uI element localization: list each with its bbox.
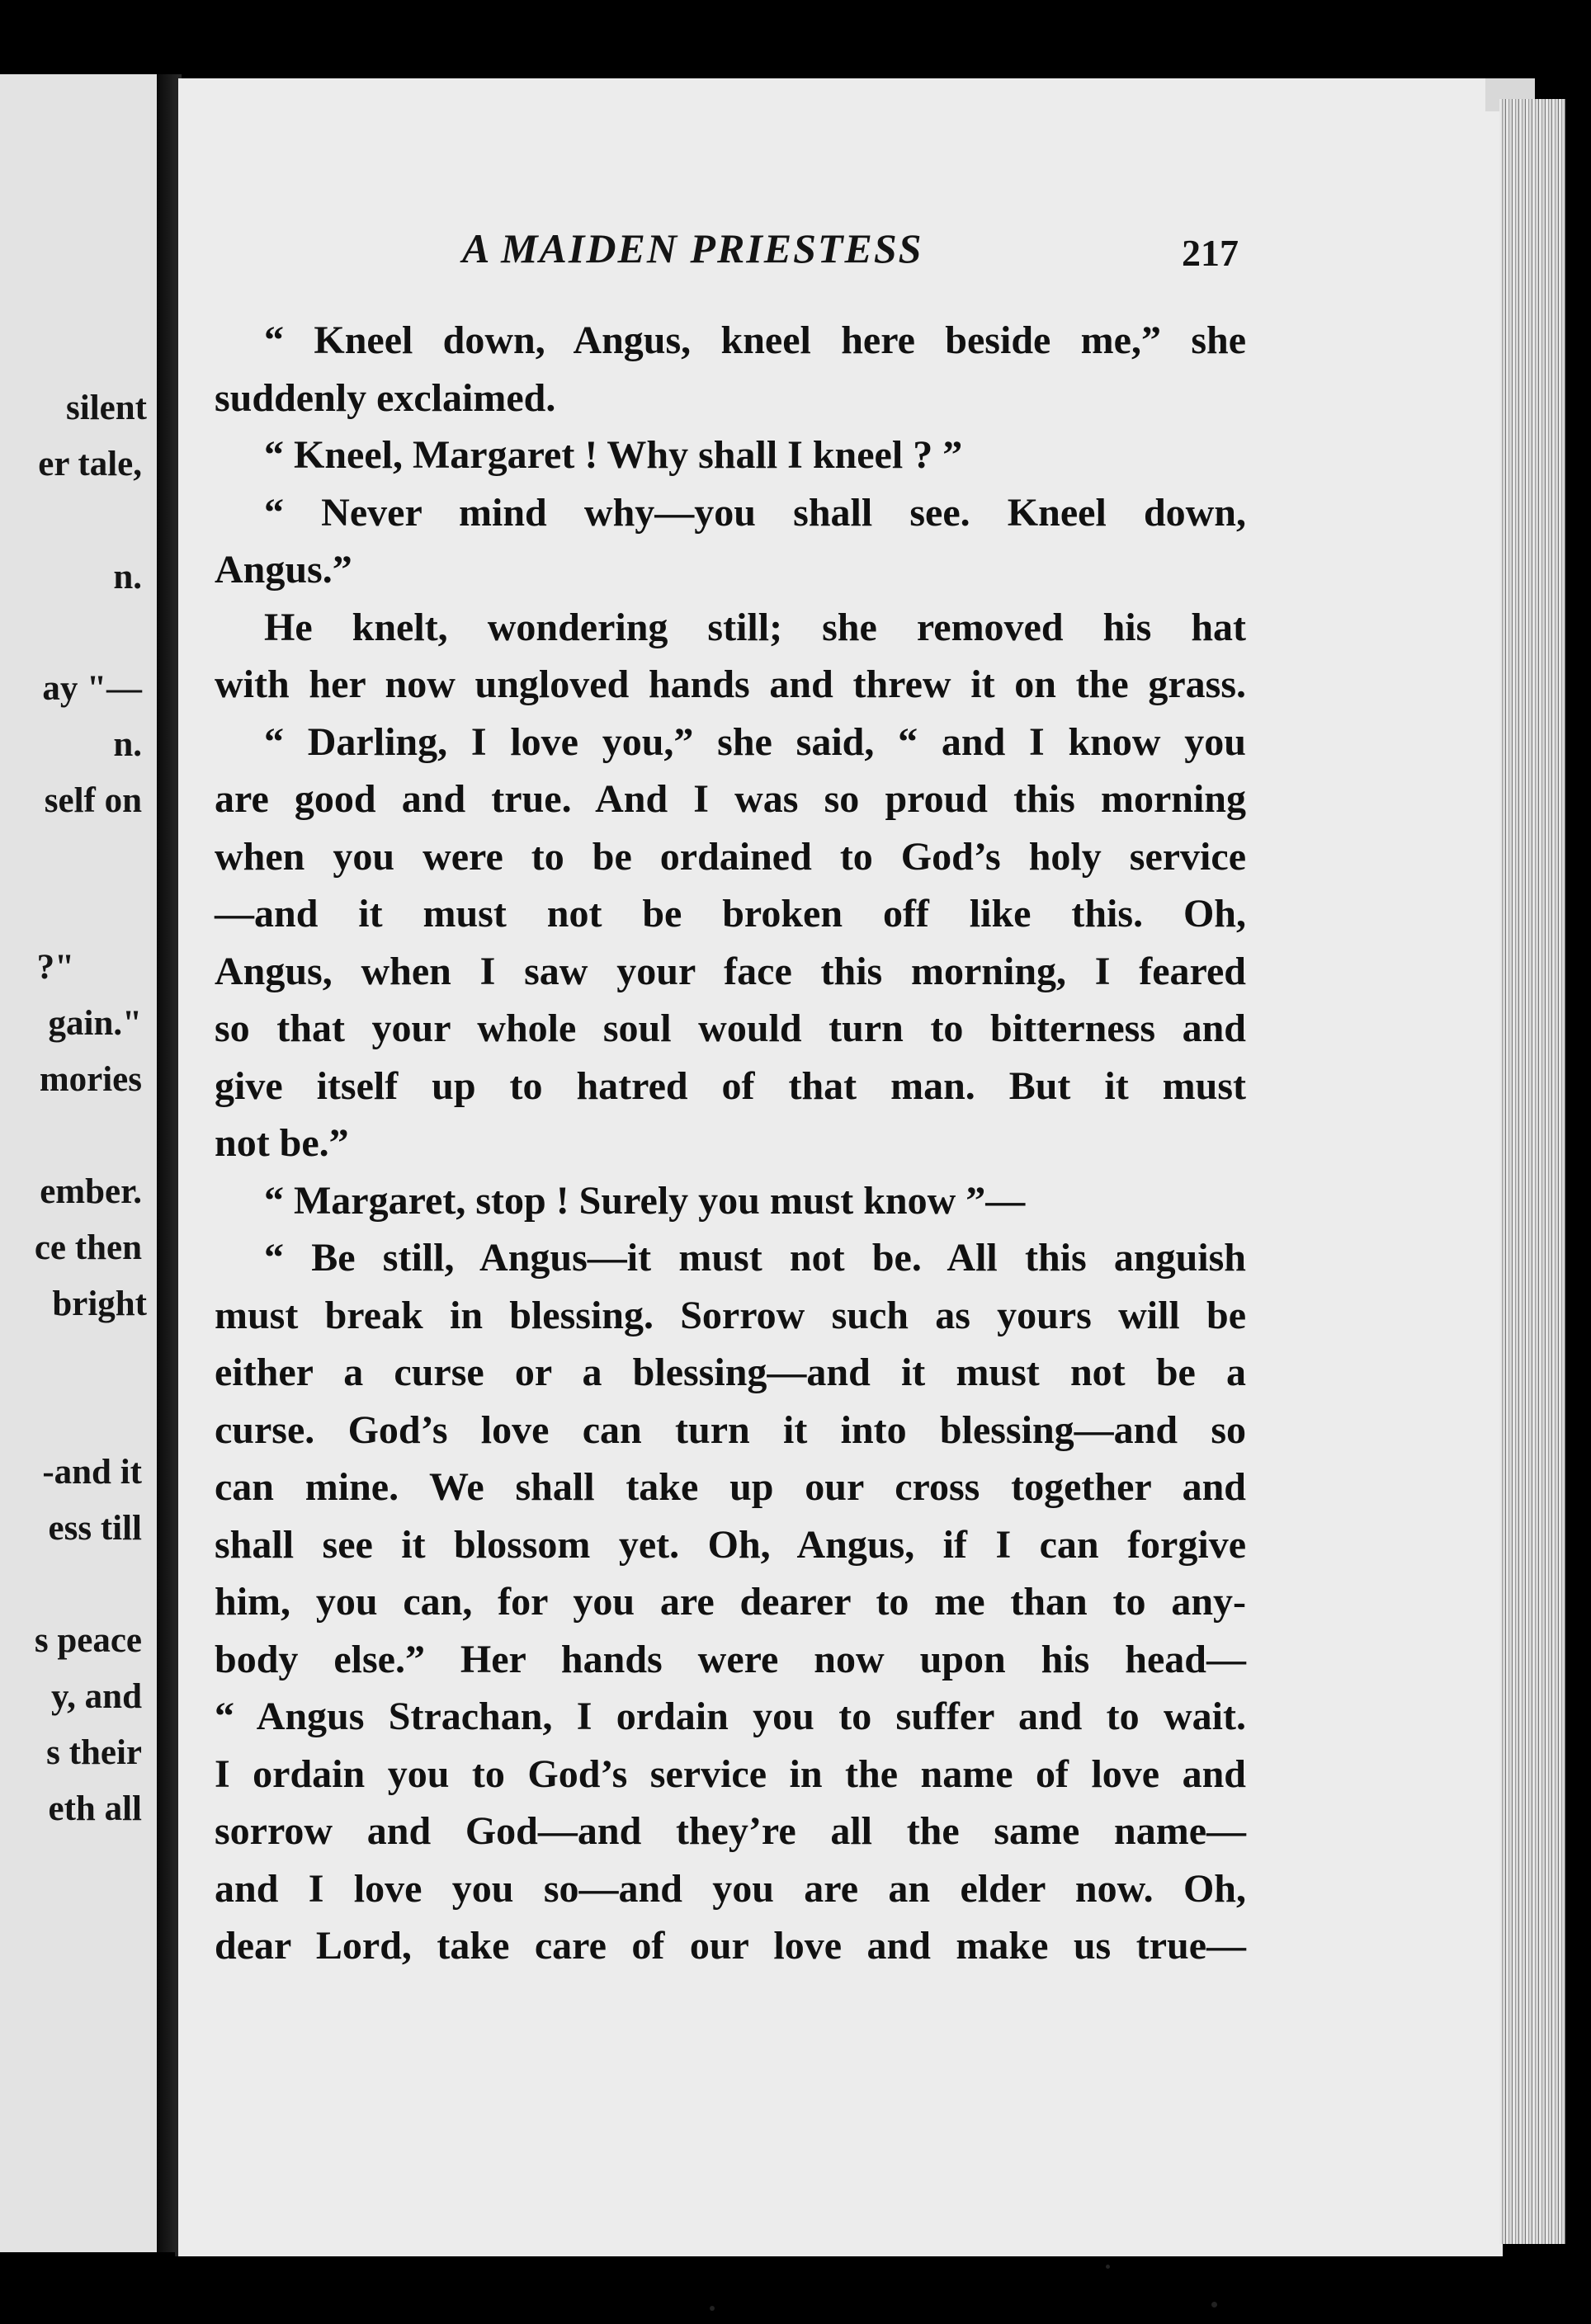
left-page-fragment: ember. bbox=[40, 1172, 142, 1211]
text-line: “ Darling, I love you,” she said, “ and I know you bbox=[264, 719, 1246, 764]
text-line: curse. God’s love can turn it into blessing—and so bbox=[215, 1407, 1246, 1452]
text-line: with her now ungloved hands and threw it on the grass. bbox=[215, 662, 1246, 706]
text-line: can mine. We shall take up our cross together and bbox=[215, 1465, 1246, 1509]
left-page-fragment: ?" bbox=[36, 948, 74, 987]
left-page-fragment: n. bbox=[113, 725, 142, 764]
text-line: must break in blessing. Sorrow such as yours will be bbox=[215, 1293, 1246, 1337]
text-line: “ Be still, Angus—it must not be. All this anguish bbox=[264, 1236, 1246, 1280]
left-page bbox=[0, 74, 162, 2252]
text-line: I ordain you to God’s service in the name of love and bbox=[215, 1751, 1246, 1796]
text-line: Angus, when I saw your face this morning, I feared bbox=[215, 949, 1246, 993]
left-page-fragment: er tale, bbox=[38, 445, 142, 483]
left-page-fragment: silent bbox=[66, 389, 147, 427]
text-line: when you were to be ordained to God’s holy service bbox=[215, 834, 1246, 879]
text-line: “ Never mind why—you shall see. Kneel down, bbox=[264, 490, 1246, 535]
scan-speck bbox=[1211, 2302, 1217, 2308]
text-line: sorrow and God—and they’re all the same name— bbox=[215, 1809, 1246, 1853]
text-line: body else.” Her hands were now upon his head— bbox=[215, 1637, 1246, 1681]
text-line: him, you can, for you are dearer to me than to any- bbox=[215, 1580, 1246, 1624]
left-page-fragment: ay "— bbox=[42, 669, 142, 708]
left-page-fragment: ess till bbox=[48, 1509, 142, 1548]
text-line: either a curse or a blessing—and it must not be a bbox=[215, 1351, 1246, 1394]
text-line: dear Lord, take care of our love and make us true— bbox=[215, 1924, 1246, 1968]
left-page-fragment: -and it bbox=[42, 1453, 142, 1492]
page-edges bbox=[1499, 99, 1565, 2244]
text-line: not be.” bbox=[215, 1121, 349, 1165]
text-line: are good and true. And I was so proud this morning bbox=[215, 777, 1246, 821]
text-line: —and it must not be broken off like this. Oh, bbox=[215, 892, 1246, 936]
text-line: He knelt, wondering still; she removed his hat bbox=[264, 605, 1246, 649]
left-page-fragment: n. bbox=[113, 558, 142, 596]
left-page-fragment: eth all bbox=[48, 1789, 142, 1828]
text-line: shall see it blossom yet. Oh, Angus, if I can forgive bbox=[215, 1522, 1246, 1567]
text-line: “ Kneel down, Angus, kneel here beside me,” she bbox=[264, 318, 1246, 362]
left-page-fragment: mories bbox=[39, 1060, 142, 1099]
left-page-fragment: s peace bbox=[34, 1621, 142, 1660]
left-page-fragment: bright bbox=[52, 1285, 147, 1323]
left-page-fragment: s their bbox=[46, 1733, 142, 1772]
body-text bbox=[215, 312, 1246, 1975]
text-line: “ Margaret, stop ! Surely you must know ”— bbox=[264, 1178, 1026, 1223]
text-line: “ Kneel, Margaret ! Why shall I kneel ? ” bbox=[264, 433, 963, 477]
text-line: “ Angus Strachan, I ordain you to suffer and to wait. bbox=[215, 1695, 1246, 1738]
text-line: give itself up to hatred of that man. But it must bbox=[215, 1063, 1246, 1108]
left-page-fragment: y, and bbox=[51, 1677, 142, 1716]
page-number: 217 bbox=[1182, 232, 1239, 274]
scan-speck bbox=[710, 2306, 715, 2311]
running-head: A MAIDEN PRIESTESS bbox=[462, 225, 923, 271]
left-page-fragment: self on bbox=[44, 781, 142, 820]
text-line: so that your whole soul would turn to bitterness and bbox=[215, 1006, 1246, 1050]
left-page-fragment: gain." bbox=[48, 1004, 142, 1043]
scan-speck bbox=[1106, 2265, 1110, 2269]
text-line: Angus.” bbox=[215, 548, 352, 592]
left-page-fragment: ce then bbox=[34, 1228, 142, 1267]
text-line: and I love you so—and you are an elder now. Oh, bbox=[215, 1866, 1246, 1911]
text-line: suddenly exclaimed. bbox=[215, 375, 556, 420]
